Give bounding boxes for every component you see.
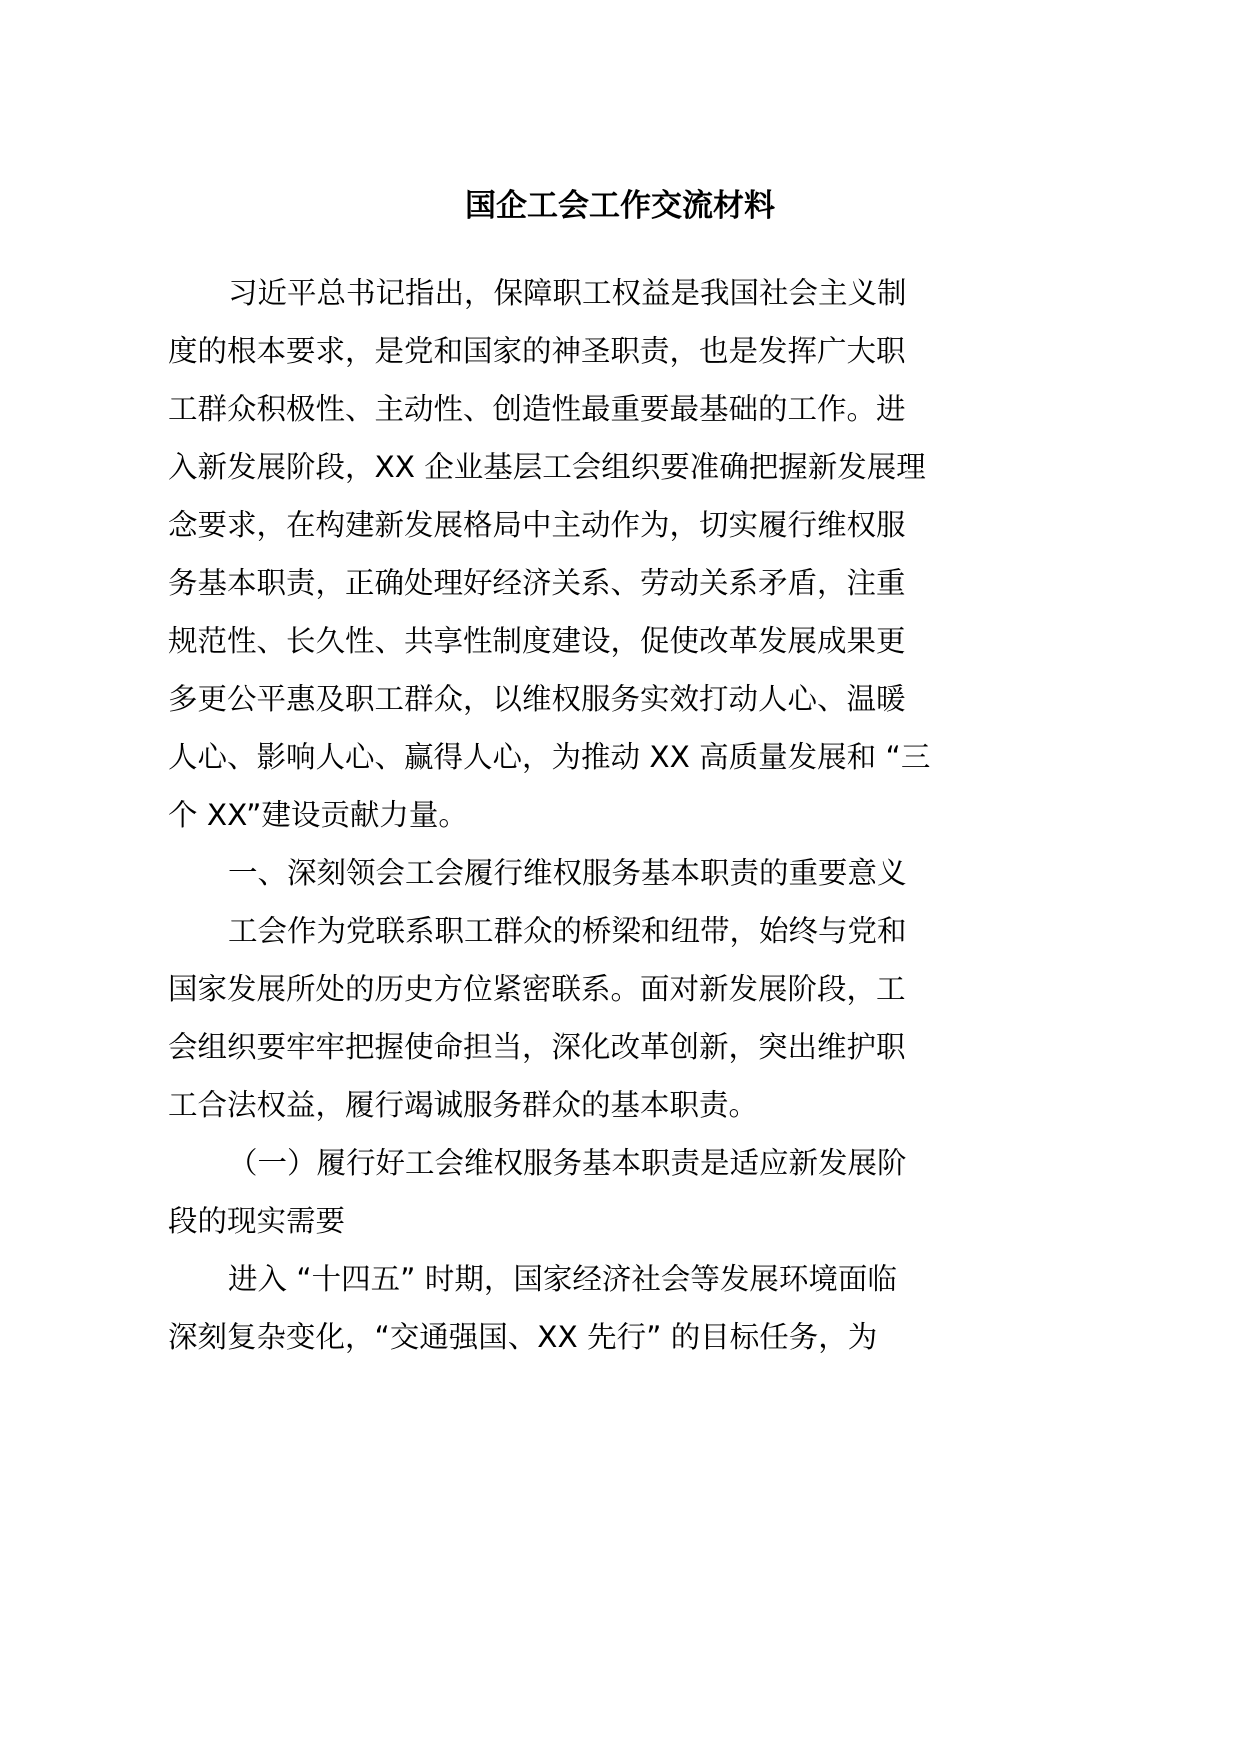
- document-title: 国企工会工作交流材料: [465, 188, 775, 224]
- text-line: 习近平总书记指出，保障职工权益是我国社会主义制: [228, 276, 907, 310]
- text-line: 人心、影响人心、赢得人心，为推动 XX 高质量发展和 “三: [168, 740, 931, 774]
- text-line: 工合法权益，履行竭诚服务群众的基本职责。: [168, 1088, 759, 1122]
- text-line: 入新发展阶段，XX 企业基层工会组织要准确把握新发展理: [168, 450, 926, 484]
- text-line: 度的根本要求，是党和国家的神圣职责，也是发挥广大职: [168, 334, 906, 368]
- text-line: 多更公平惠及职工群众，以维权服务实效打动人心、温暖: [168, 682, 906, 716]
- text-line: 个 XX”建设贡献力量。: [168, 798, 468, 832]
- section-heading: [168, 844, 1090, 902]
- text-line: 一、深刻领会工会履行维权服务基本职责的重要意义: [228, 856, 907, 890]
- text-line: 段的现实需要: [168, 1204, 346, 1238]
- text-line: 务基本职责，正确处理好经济关系、劳动关系矛盾，注重: [168, 566, 906, 600]
- text-line: 国家发展所处的历史方位紧密联系。面对新发展阶段，工: [168, 972, 906, 1006]
- paragraph: [168, 902, 1090, 1134]
- text-line: 工会作为党联系职工群众的桥梁和纽带，始终与党和: [228, 914, 907, 948]
- paragraph: [168, 1250, 1090, 1366]
- text-line: 念要求，在构建新发展格局中主动作为，切实履行维权服: [168, 508, 906, 542]
- paragraph: [168, 264, 1090, 844]
- text-line: （一）履行好工会维权服务基本职责是适应新发展阶: [228, 1146, 907, 1180]
- text-line: 深刻复杂变化，“交通强国、XX 先行” 的目标任务，为: [168, 1320, 878, 1354]
- text-line: 会组织要牢牢把握使命担当，深化改革创新，突出维护职: [168, 1030, 906, 1064]
- text-line: 进入 “十四五” 时期，国家经济社会等发展环境面临: [228, 1262, 897, 1296]
- document-body: [168, 264, 1090, 1366]
- text-line: 规范性、长久性、共享性制度建设，促使改革发展成果更: [168, 624, 906, 658]
- text-line: 工群众积极性、主动性、创造性最重要最基础的工作。进: [168, 392, 906, 426]
- subsection-heading: [168, 1134, 1090, 1250]
